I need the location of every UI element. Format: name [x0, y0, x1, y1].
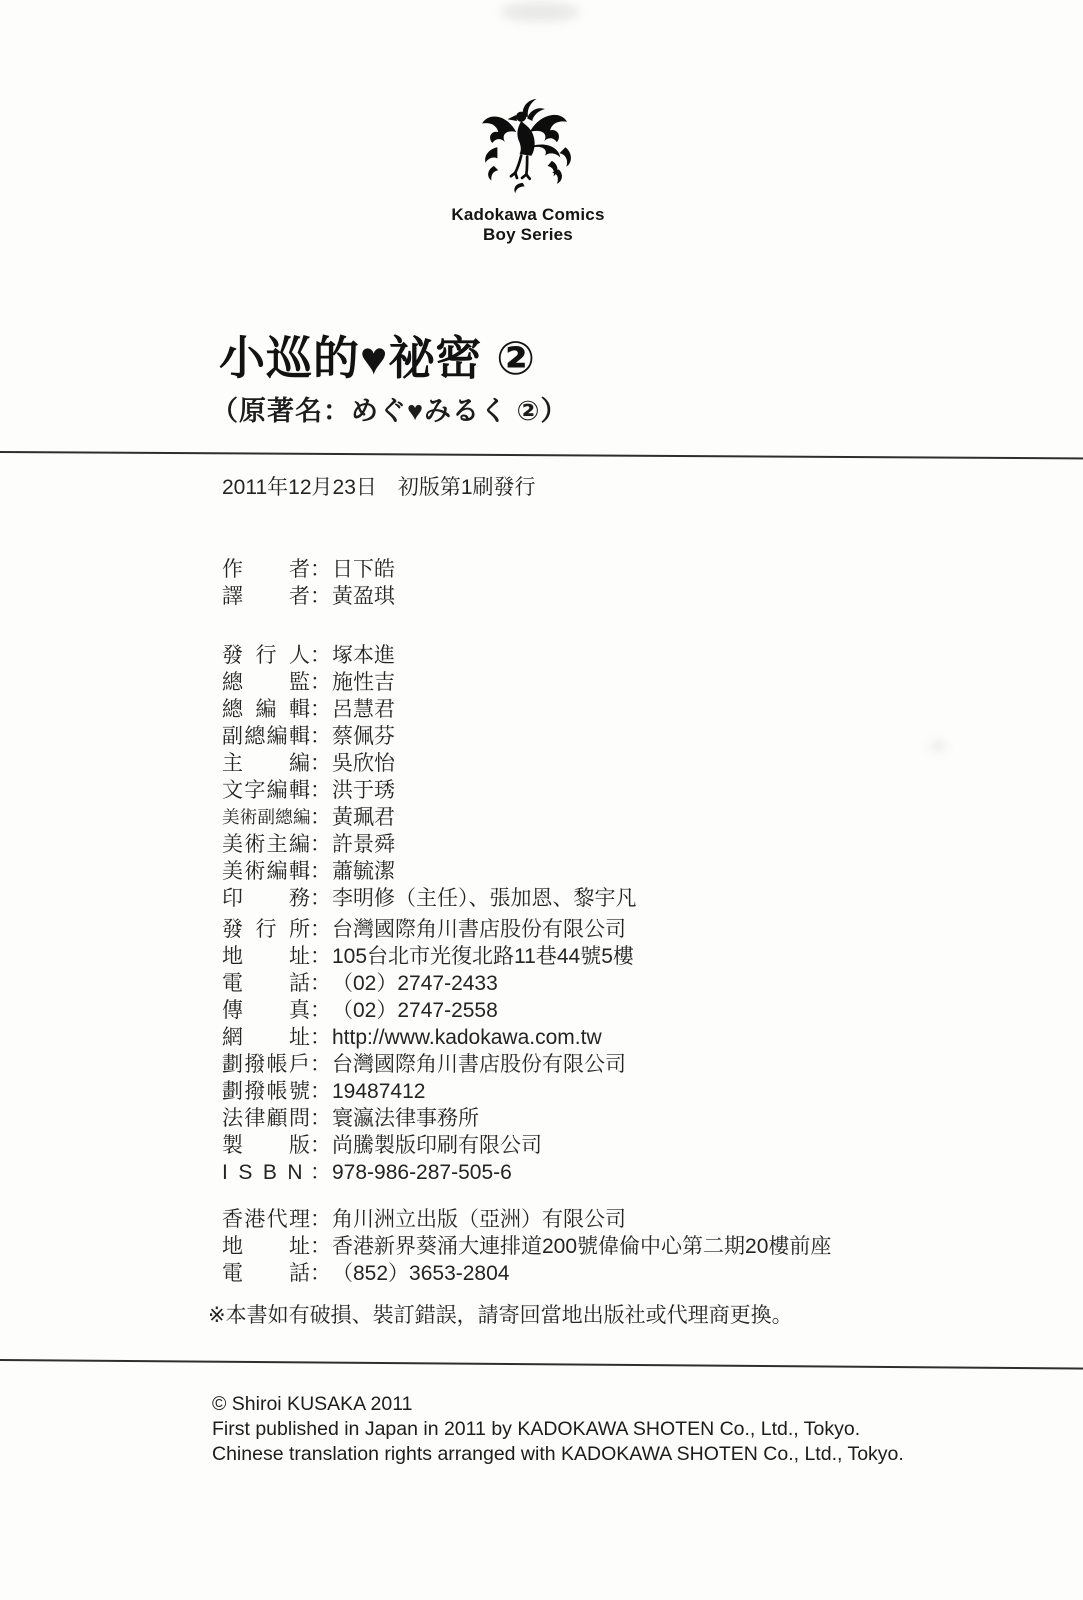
colon: ： — [310, 1208, 331, 1231]
info-label: 劃撥帳戶 — [222, 1053, 310, 1076]
colon: ： — [310, 585, 331, 608]
info-row — [222, 1206, 831, 1233]
info-value: （852）3653-2804 — [332, 1262, 510, 1285]
colon: ： — [310, 1235, 331, 1258]
info-row — [222, 556, 395, 583]
divider-line-top — [0, 451, 1083, 459]
info-label: 法律顧問 — [222, 1107, 310, 1130]
hk-agent-block — [222, 1206, 831, 1287]
info-row — [222, 1105, 634, 1132]
book-title: 小巡的♥祕密 ② — [219, 332, 537, 384]
info-row — [222, 696, 637, 723]
copyright-line: © Shiroi KUSAKA 2011 — [212, 1393, 413, 1415]
info-label: 電 話 — [222, 972, 310, 995]
info-label: 總 編 輯 — [222, 698, 310, 721]
info-row — [222, 804, 637, 831]
info-label: 電 話 — [222, 1262, 310, 1285]
info-value: 台灣國際角川書店股份有限公司 — [332, 1053, 626, 1076]
authors-block — [222, 556, 395, 610]
info-value: 洪于琇 — [332, 779, 395, 802]
isbn-label: I S B N — [222, 1161, 303, 1184]
info-row — [222, 723, 637, 750]
info-row — [222, 750, 637, 777]
info-label: 地 址 — [222, 1235, 310, 1258]
title-block — [211, 332, 569, 428]
colon: ： — [310, 806, 331, 829]
colon: ： — [310, 558, 331, 581]
isbn-value: 978-986-287-505-6 — [332, 1161, 512, 1184]
info-value: 施性吉 — [332, 671, 395, 694]
colon: ： — [310, 1026, 331, 1049]
publisher-logo — [426, 96, 630, 245]
website-url: http://www.kadokawa.com.tw — [332, 1026, 602, 1049]
info-row — [222, 943, 634, 970]
colon: ： — [310, 1107, 331, 1130]
colon: ： — [310, 1053, 331, 1076]
info-row — [222, 858, 637, 885]
info-row — [222, 669, 637, 696]
info-label: 作 者 — [222, 558, 310, 581]
colon: ： — [310, 918, 331, 941]
edition-date: 2011年12月23日 初版第1刷發行 — [222, 476, 536, 499]
info-label: 主 編 — [222, 752, 310, 775]
info-value: 許景舜 — [332, 833, 395, 856]
info-value: 李明修（主任）、張加恩、黎宇凡 — [332, 887, 637, 910]
info-label: 譯 者 — [222, 585, 310, 608]
colon: ： — [310, 887, 331, 910]
colon: ： — [310, 945, 331, 968]
info-label: 傳 真 — [222, 999, 310, 1022]
info-row — [222, 916, 634, 943]
info-row — [222, 1159, 634, 1186]
phoenix-icon — [477, 96, 579, 202]
info-label: 美術主編 — [222, 833, 310, 856]
info-label: 製 版 — [222, 1134, 310, 1157]
colon: ： — [310, 833, 331, 856]
info-label: 香港代理 — [222, 1208, 310, 1231]
info-value: 19487412 — [332, 1080, 426, 1103]
colon: ： — [310, 1134, 331, 1157]
info-value: 尚騰製版印刷有限公司 — [332, 1134, 542, 1157]
series-name-line2: Boy Series — [483, 225, 573, 244]
colon: ： — [310, 1262, 331, 1285]
info-value: 塚本進 — [332, 644, 395, 667]
info-value: 吳欣怡 — [332, 752, 395, 775]
scan-smudge — [500, 2, 580, 22]
colon: ： — [310, 671, 331, 694]
info-row — [222, 1233, 831, 1260]
info-row — [222, 831, 637, 858]
info-label: 發 行 所 — [222, 918, 310, 941]
info-value: 呂慧君 — [332, 698, 395, 721]
info-row — [222, 777, 637, 804]
scan-smudge — [930, 742, 946, 750]
info-value: 香港新界葵涌大連排道200號偉倫中心第二期20樓前座 — [332, 1235, 832, 1258]
info-value: 105台北市光復北路11巷44號5樓 — [332, 945, 634, 968]
colon: ： — [310, 860, 331, 883]
info-value: 角川洲立出版（亞洲）有限公司 — [332, 1208, 626, 1231]
info-row — [222, 970, 634, 997]
staff-block — [222, 642, 637, 912]
info-value: 蕭毓潔 — [332, 860, 395, 883]
info-label: 文字編輯 — [222, 779, 310, 802]
original-title: （原著名：めぐ♥みるく ②） — [211, 395, 569, 426]
info-value: 黃珮君 — [332, 806, 395, 829]
info-row — [222, 885, 637, 912]
info-row — [222, 1260, 831, 1287]
replacement-notice: ※本書如有破損、裝訂錯誤，請寄回當地出版社或代理商更換。 — [208, 1304, 793, 1327]
info-label: 總 監 — [222, 671, 310, 694]
info-value: 寰瀛法律事務所 — [332, 1107, 479, 1130]
info-value: 台灣國際角川書店股份有限公司 — [332, 918, 626, 941]
info-row — [222, 1024, 634, 1051]
info-row — [222, 1078, 634, 1105]
publisher-block — [222, 916, 634, 1186]
divider-line-bottom — [0, 1359, 1083, 1370]
info-label: 美術編輯 — [222, 860, 310, 883]
info-value: 黃盈琪 — [332, 585, 395, 608]
colon: ： — [310, 1161, 331, 1184]
colon: ： — [310, 1080, 331, 1103]
info-label: 地 址 — [222, 945, 310, 968]
info-row — [222, 642, 637, 669]
colon: ： — [310, 698, 331, 721]
first-published-line: First published in Japan in 2011 by KADOKAWA SHOTEN Co., Ltd., Tokyo. — [212, 1418, 861, 1440]
translation-rights-line: Chinese translation rights arranged with KADOKAWA SHOTEN Co., Ltd., Tokyo. — [212, 1443, 904, 1465]
info-label: 副總編輯 — [222, 725, 310, 748]
info-label: 發 行 人 — [222, 644, 310, 667]
info-value: 蔡佩芬 — [332, 725, 395, 748]
info-label: 網 址 — [222, 1026, 310, 1049]
info-value: （02）2747-2433 — [332, 972, 498, 995]
info-row — [222, 997, 634, 1024]
info-row — [222, 1132, 634, 1159]
colon: ： — [310, 752, 331, 775]
series-name-line1: Kadokawa Comics — [451, 205, 605, 224]
info-row — [222, 583, 395, 610]
copyright-block — [212, 1392, 904, 1467]
colon: ： — [310, 972, 331, 995]
colon: ： — [310, 725, 331, 748]
colon: ： — [310, 779, 331, 802]
info-value: （02）2747-2558 — [332, 999, 498, 1022]
info-label: 劃撥帳號 — [222, 1080, 310, 1103]
colon: ： — [310, 644, 331, 667]
info-label: 美術副總編 — [222, 807, 310, 827]
info-label: 印 務 — [222, 887, 310, 910]
info-value: 日下皓 — [332, 558, 395, 581]
colon: ： — [310, 999, 331, 1022]
info-row — [222, 1051, 634, 1078]
